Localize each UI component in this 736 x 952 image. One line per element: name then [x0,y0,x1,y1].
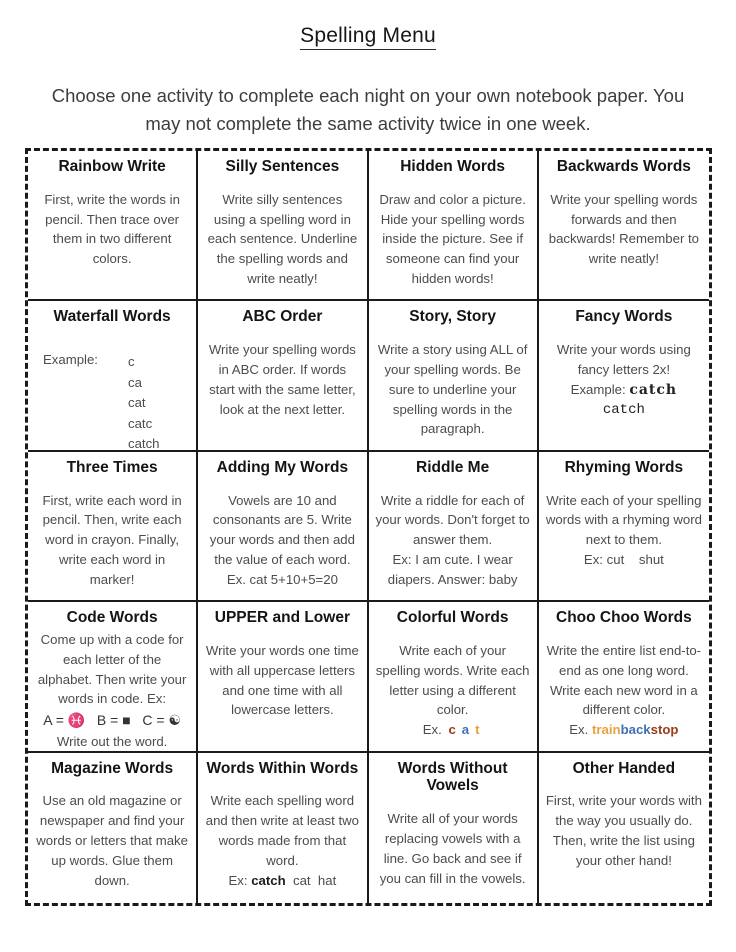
page-title: Spelling Menu [0,0,736,48]
colored-letter: c [448,722,456,738]
activity-description: First, write your words with the way you usually do. Then, write the list using your other hand! [545,793,702,868]
activity-description: Write the entire list end-to-end as one long word. Write each new word in a different color. [546,643,702,718]
cell-riddle-me [369,452,539,602]
activity-title: Three Times [66,458,158,476]
activity-description: Write each of your spelling words with a rhyming word next to them. [545,492,702,548]
activity-title: Hidden Words [400,158,506,175]
plain-word-sample: catch [602,401,645,418]
activity-title: Rhyming Words [564,458,684,476]
activity-description: Write a riddle for each of your words. Don't forget to answer them. [375,492,530,548]
cell-adding-my-words [198,452,368,602]
fancy-word-sample: catch [629,381,678,398]
activity-description: First, write each word in pencil. Then, write each word in crayon. Finally, write each word in marker! [42,492,182,587]
other-words-sample: cat hat [285,872,337,888]
colored-letter: t [475,722,480,738]
cell-magazine-words [28,753,198,903]
activity-description: Use an old magazine or newspaper and find your words or letters that make up words. Glue them down. [36,793,188,888]
cell-words-without-vowels [369,753,539,903]
activity-description: Draw and color a picture. Hide your spelling words inside the picture. See if someone can find your hidden words! [379,191,526,286]
cell-three-times [28,452,198,602]
activity-title: Backwards Words [556,158,691,175]
activity-title: Rainbow Write [58,158,166,175]
activity-description: Write your spelling words forwards and then backwards! Remember to write neatly! [548,191,699,267]
example-label: Ex: [228,872,252,888]
activity-description: Vowels are 10 and consonants are 5. Write your words and then add the value of each word. [209,492,355,567]
activity-title: Riddle Me [416,458,490,476]
code-symbols-line: A = ♓ B = ■ C = ☯ [43,712,181,729]
instructions-text: Choose one activity to complete each night on your own notebook paper. You may not complete the same activity twice in one week. [51,85,685,134]
waterfall-example [35,340,189,452]
activity-title: Words Within Words [206,759,359,777]
activity-description: Write your words using fancy letters 2x! [556,342,691,377]
waterfall-step: c [127,354,135,370]
example-label: Ex. [569,722,592,738]
activity-title: Silly Sentences [225,158,340,175]
cell-rhyming-words [539,452,709,602]
cell-waterfall-words [28,301,198,451]
activity-title: Adding My Words [216,458,349,476]
activity-title: Fancy Words [575,308,673,326]
cell-code-words [28,602,198,752]
waterfall-list [128,352,160,452]
activity-description: First, write the words in pencil. Then trace over them in two different colors. [44,191,180,267]
colorful-example [376,720,530,740]
activity-description: Come up with a code for each letter of the alphabet. Then write your words in code. Ex: [37,632,187,707]
cell-colorful-words [369,602,539,752]
activity-description: Write your spelling words in ABC order. If words start with the same letter, look at the next letter. [208,342,356,417]
cell-words-within-words [198,753,368,903]
activity-description: Write all of your words replacing vowels with a line. Go back and see if you can fill in the vowels. [379,811,526,886]
cell-abc-order [198,301,368,451]
waterfall-step: ca [127,374,142,390]
waterfall-step: catc [127,415,153,431]
activity-title: Code Words [66,609,158,627]
activity-title: Words Without Vowels [397,759,508,795]
activity-description: Write a story using ALL of your spelling words. Be sure to underline your spelling words in the paragraph. [377,342,528,437]
activity-title: Choo Choo Words [556,609,692,627]
activity-description: Write your words one time with all uppercase letters and one time with all lowercase letters. [205,643,359,718]
waterfall-step: cat [127,395,146,411]
spelling-menu-table [25,148,712,906]
activity-title: Waterfall Words [53,308,171,326]
cell-hidden-words [369,151,539,301]
words-within-example [205,871,359,891]
colored-word-segment: train [591,722,621,738]
adding-example: Ex. cat 5+10+5=20 [226,571,338,587]
waterfall-step: catch [127,436,160,452]
cell-silly-sentences [198,151,368,301]
activity-title: Magazine Words [51,759,174,777]
cell-story-story [369,301,539,451]
example-label: Example: [570,381,630,397]
cell-choo-choo-words [539,602,709,752]
activity-title: Other Handed [572,759,676,777]
bold-word-sample: catch [251,872,286,888]
choo-choo-example [546,720,702,740]
colored-word-segment: stop [650,722,679,738]
cell-rainbow-write [28,151,198,301]
cell-other-handed [539,753,709,903]
rhyming-example: Ex: cut shut [583,552,664,567]
cell-fancy-words [539,301,709,451]
activity-description: Write each spelling word and then write at least two words made from that word. [205,793,359,868]
activity-description: Write each of your spelling words. Write each letter using a different color. [375,643,530,718]
cell-backwards-words [539,151,709,301]
example-label: Ex. [422,722,446,738]
activity-title: UPPER and Lower [214,609,350,627]
activity-title: ABC Order [242,308,323,326]
fancy-example [546,380,702,401]
code-footer: Write out the word. [56,733,168,749]
activity-title: Story, Story [409,308,496,326]
example-label: Example: [43,352,98,368]
colored-letter: a [461,722,470,738]
colored-word-segment: back [620,722,651,738]
activity-title: Colorful Words [396,609,509,627]
riddle-example: Ex: I am cute. I wear diapers. Answer: baby [387,552,518,587]
cell-upper-and-lower [198,602,368,752]
activity-description: Write silly sentences using a spelling word in each sentence. Underline the spelling words and write neatly! [207,191,358,286]
